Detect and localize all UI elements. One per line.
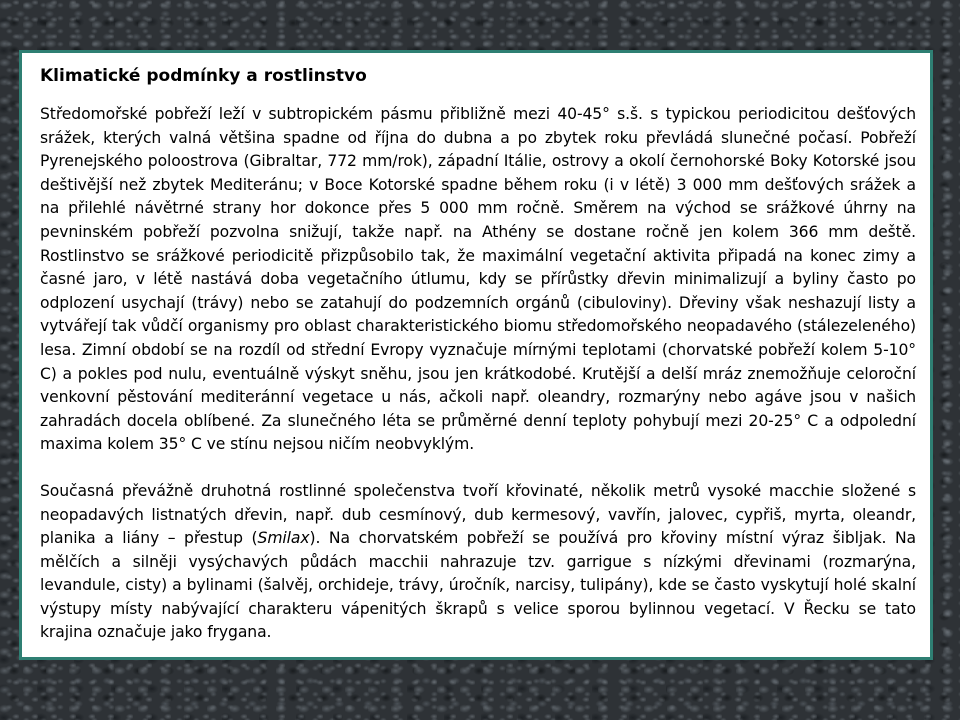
paragraph-vegetation-italic-term: Smilax bbox=[257, 529, 310, 548]
paragraph-vegetation-part-1: Současná převážně druhotná rostlinné společenstva tvoří křovinaté, několik metrů vysoké macchie složené s neopadavých listnatých dřevin, např. dub cesmínový, dub kermesový, vavřín, jalovec, cypřiš, myrta, oleandr, planika a liány – přestup ( bbox=[40, 481, 916, 548]
slide-title: Klimatické podmínky a rostlinstvo bbox=[40, 66, 367, 86]
paragraph-vegetation bbox=[40, 480, 916, 645]
content-panel bbox=[19, 50, 933, 660]
paragraph-climate: Středomořské pobřeží leží v subtropickém pásmu přibližně mezi 40-45° s.š. s typickou periodicitou dešťových srážek, kterých valná většina spadne od října do dubna a po zbytek roku převládá slunečné počasí. Pobřeží Pyrenejského poloostrova (Gibraltar, 772 mm/rok), západní Itálie, ostrovy a okolí černohorské Boky Kotorské jsou deštivější než zbytek Mediteránu; v Boce Kotorské spadne během roku (i v létě) 3 000 mm dešťových srážek a na přilehlé návětrné strany hor dokonce přes 5 000 mm ročně. Směrem na východ se srážkové úhrny na pevninském pobřeží pozvolna snižují, takže např. na Athény se dostane ročně jen kolem 366 mm deště. Rostlinstvo se srážkové periodicitě přizpůsobilo tak, že maximální vegetační aktivita připadá na konec zimy a časné jaro, v létě nastává doba vegetačního útlumu, kdy se přírůstky dřevin minimalizují a byliny často po odplození usychají (trávy) nebo se zatahují do podzemních orgánů (cibuloviny). Dřeviny však neshazují listy a vytvářejí tak vůdčí organismy pro oblast charakteristického biomu středomořského neopadavého (stálezeleného) lesa. Zimní období se na rozdíl od střední Evropy vyznačuje mírnými teplotami (chorvatské pobřeží kolem 5-10° C) a pokles pod nulu, eventuálně výskyt sněhu, jsou jen krátkodobé. Krutější a delší mráz znemožňuje celoroční venkovní pěstování mediteránní vegetace u nás, ačkoli např. oleandry, rozmarýny nebo agáve jsou v našich zahradách docela oblíbené. Za slunečného léta se průměrné denní teploty pohybují mezi 20-25° C a odpolední maxima kolem 35° C ve stínu nejsou ničím neobvyklým. bbox=[40, 105, 916, 454]
paragraph-vegetation-part-2: ). Na chorvatském pobřeží se používá pro křoviny místní výraz šibljak. Na mělčích a silněji vysýchavých půdách macchii nahrazuje tzv. garrigue s nízkými dřevinami (rozmarýna, levandule, cisty) a bylinami (šalvěj, orchideje, trávy, úročník, narcisy, tulipány), kde se často vyskytují holé skalní výstupy místy nabývající charakteru vápenitých škrapů s velice sporou bylinnou vegetací. V Řecku se tato krajina označuje jako frygana. bbox=[40, 529, 916, 642]
